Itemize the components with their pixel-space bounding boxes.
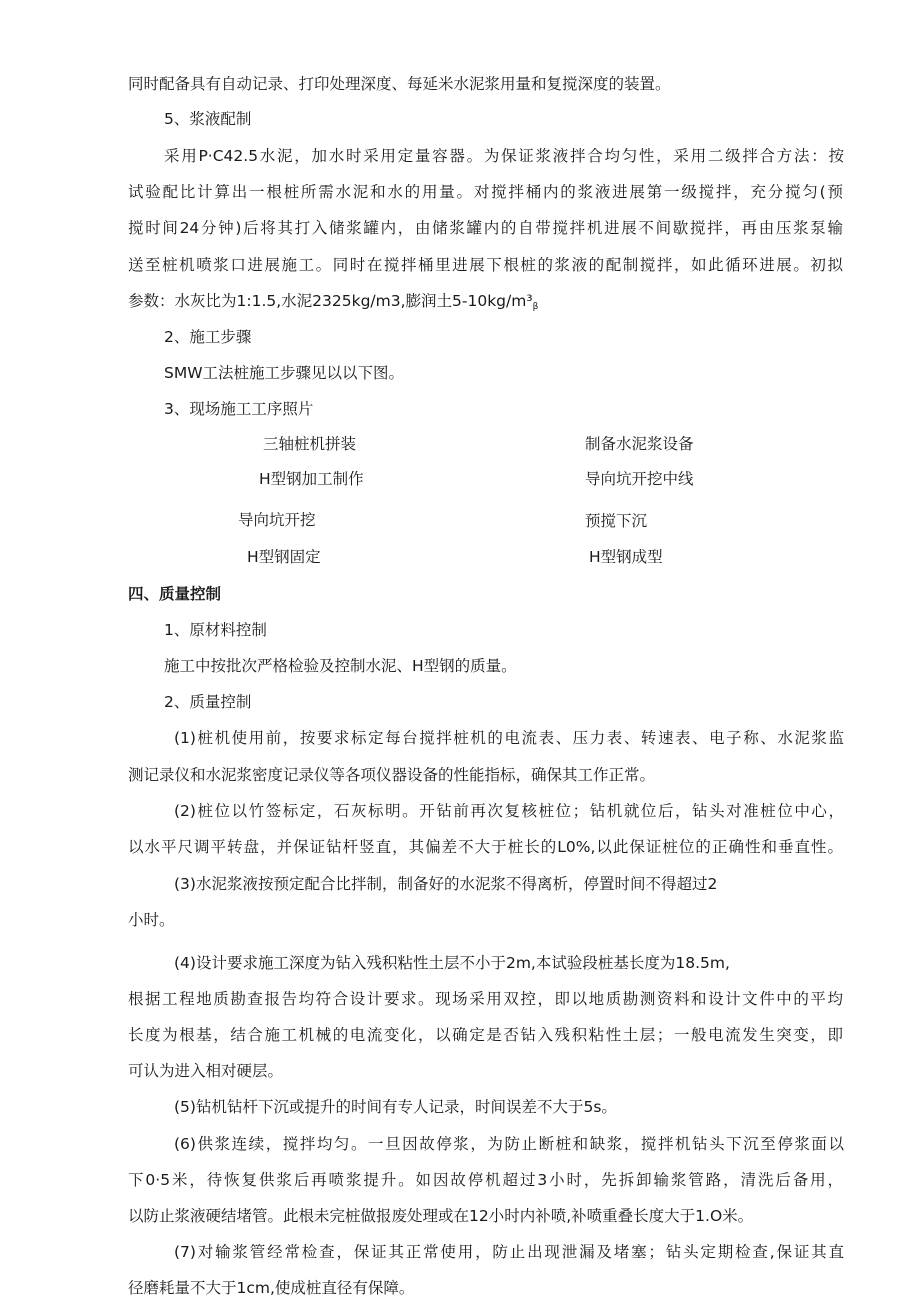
paragraph-line: (3)水泥浆液按预定配合比拌制，制备好的水泥浆不得离析，停置时间不得超过2 [174, 875, 718, 893]
paragraph-line: 同时配备具有自动记录、打印处理深度、每延米水泥浆用量和复搅深度的装置。 [128, 75, 671, 93]
paragraph-line: 小时。 [128, 911, 175, 929]
paragraph-line: (6)供浆连续，搅拌均匀。一旦因故停浆，为防止断桩和缺浆，搅拌机钻头下沉至停浆面以 [174, 1135, 844, 1153]
photo-caption: 预搅下沉 [585, 512, 648, 530]
photo-caption: H型钢成型 [589, 548, 663, 566]
paragraph-line: (1)桩机使用前，按要求标定每台搅拌桩机的电流表、压力表、转速表、电子称、水泥浆监 [174, 729, 844, 747]
paragraph-line: 下0·5米，待恢复供浆后再喷浆提升。如因故停机超过3小时，先拆卸输浆管路，清洗后备用， [128, 1171, 843, 1189]
paragraph-line: 径磨耗量不大于1cm,使成桩直径有保障。 [128, 1279, 415, 1297]
parameters-text: 参数：水灰比为1:1.5,水泥2325kg∕m3,膨润土5-10kg∕m³ [128, 292, 533, 310]
paragraph-line: 测记录仪和水泥浆密度记录仪等各项仪器设备的性能指标，确保其工作正常。 [128, 766, 656, 784]
paragraph-line: 施工中按批次严格检验及控制水泥、H型钢的质量。 [164, 657, 517, 675]
paragraph-line: 可认为进入相对硬层。 [128, 1062, 284, 1080]
paragraph-line: 长度为根基，结合施工机械的电流变化，以确定是否钻入残积粘性土层；一般电流发生突变，即 [128, 1026, 843, 1044]
paragraph-line: (5)钻机钻杆下沉或提升的时间有专人记录，时间误差不大于5s。 [174, 1098, 617, 1116]
paragraph-line: 根据工程地质勘查报告均符合设计要求。现场采用双控，即以地质勘测资料和设计文件中的平均 [128, 990, 843, 1008]
photo-caption: 导向坑开挖中线 [585, 470, 694, 488]
section-heading: 1、原材料控制 [164, 621, 267, 639]
section-heading: 5、浆液配制 [164, 110, 252, 128]
photo-caption: 导向坑开挖 [238, 511, 316, 529]
photo-caption: H型钢固定 [247, 548, 321, 566]
section-heading: 3、现场施工工序照片 [164, 400, 314, 418]
paragraph-line: (2)桩位以竹签标定，石灰标明。开钻前再次复核桩位；钻机就位后，钻头对准桩位中心， [174, 802, 844, 820]
photo-caption: 制备水泥浆设备 [585, 435, 694, 453]
paragraph-line: (7)对输浆管经常检查，保证其正常使用，防止出现泄漏及堵塞；钻头定期检查,保证其直 [174, 1243, 844, 1261]
paragraph-line: 试验配比计算出一根桩所需水泥和水的用量。对搅拌桶内的浆液进展第一级搅拌，充分搅匀(预 [128, 183, 843, 201]
paragraph-line [128, 290, 538, 318]
paragraph-line: (4)设计要求施工深度为钻入残积粘性土层不小于2m,本试验段桩基长度为18.5m, [174, 954, 730, 972]
paragraph-line: 送至桩机喷浆口进展施工。同时在搅拌桶里进展下根桩的浆液的配制搅拌，如此循环进展。初拟 [128, 256, 843, 274]
section-heading: 2、质量控制 [164, 693, 252, 711]
paragraph-line: 以防止浆液硬结堵管。此根未完桩做报废处理或在12小时内补喷,补喷重叠长度大于1.O米。 [128, 1207, 754, 1225]
paragraph-line: 搅时间24分钟)后将其打入储浆罐内，由储浆罐内的自带搅拌机进展不间歇搅拌，再由压浆泵输 [128, 219, 843, 237]
photo-caption: H型钢加工制作 [259, 470, 364, 488]
subscript-mark: β [532, 302, 539, 312]
photo-caption: 三轴桩机拼装 [263, 435, 357, 453]
paragraph-line: 以水平尺调平转盘，并保证钻杆竖直，其偏差不大于桩长的L0%,以此保证桩位的正确性和垂直性。 [128, 838, 843, 856]
section-heading: 2、施工步骤 [164, 328, 252, 346]
paragraph-line: SMW工法桩施工步骤见以以下图。 [164, 364, 405, 382]
paragraph-line: 采用P·C42.5水泥，加水时采用定量容器。为保证浆液拌合均匀性，采用二级拌合方法：按 [164, 147, 844, 165]
chapter-heading: 四、质量控制 [128, 585, 222, 603]
